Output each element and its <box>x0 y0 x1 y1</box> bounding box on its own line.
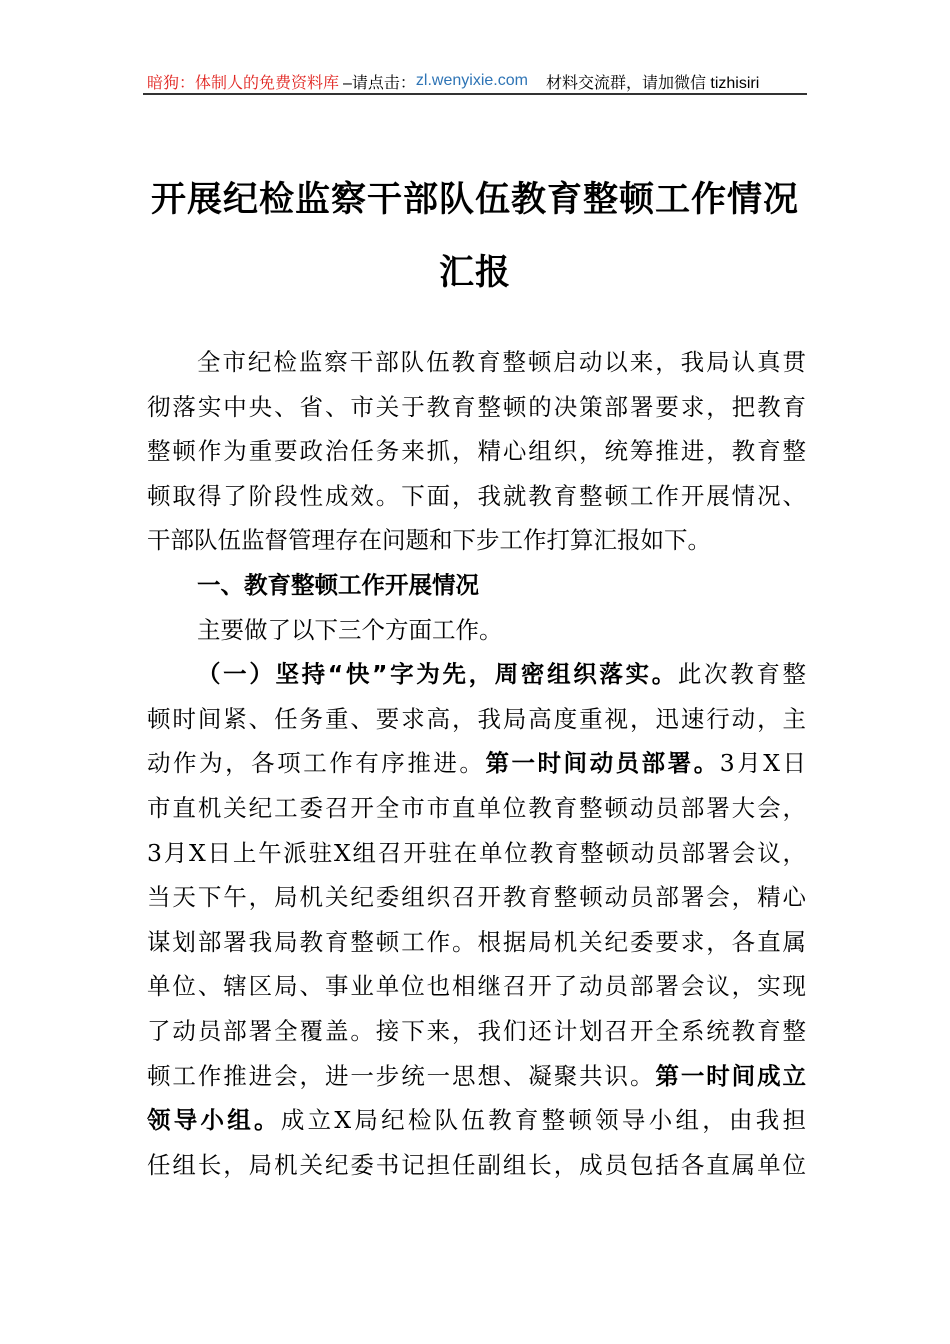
text: 了动员部署全覆盖。接下来，我们还计划召开全系统教育整 <box>147 1017 806 1045</box>
bold-text: 第一时间动员部署。 <box>485 749 720 778</box>
bold-text: 第一时间成立 <box>655 1061 807 1090</box>
paragraph-line <box>147 1150 806 1180</box>
site-label: 暗狗：体制人的免费资料库 <box>147 74 340 92</box>
paragraph-line <box>147 748 806 778</box>
paragraph-line <box>197 615 806 645</box>
text: 彻落实中央、省、市关于教育整顿的决策部署要求，把教育 <box>147 392 806 421</box>
paragraph-line <box>197 659 806 689</box>
document-title-line-2: 汇报 <box>438 252 511 293</box>
text: 此次教育整 <box>677 660 807 689</box>
paragraph-line <box>147 481 806 511</box>
contact-text: 材料交流群，请加微信 tizhisiri <box>545 74 760 92</box>
header-divider <box>143 93 807 95</box>
paragraph-line <box>147 704 806 734</box>
text: 顿时间紧、任务重、要求高，我局高度重视，迅速行动，主 <box>147 704 806 733</box>
bold-text: （一）坚持“快”字为先，周密组织落实。 <box>197 660 678 689</box>
text: 干部队伍监督管理存在问题和下步工作打算汇报如下。 <box>147 526 711 555</box>
text: 任组长，局机关纪委书记担任副组长，成员包括各直属单位 <box>147 1150 806 1179</box>
paragraph-line <box>147 838 806 868</box>
paragraph-line <box>147 971 806 1001</box>
paragraph-line <box>147 1061 806 1091</box>
site-link[interactable]: zl.wenyixie.com <box>415 72 528 89</box>
paragraph-line <box>147 927 806 957</box>
paragraph-line <box>147 1016 806 1046</box>
text: 动作为，各项工作有序推进。 <box>147 749 486 778</box>
paragraph-line <box>197 570 806 600</box>
paragraph-line <box>147 1105 806 1135</box>
page-header <box>147 68 807 94</box>
text: 主要做了以下三个方面工作。 <box>197 615 503 644</box>
text: 全市纪检监察干部队伍教育整顿启动以来，我局认真贯 <box>197 348 806 376</box>
bold-text: 一、教育整顿工作开展情况 <box>197 571 479 599</box>
text: 3月X日 <box>719 749 807 778</box>
text: 3月X日上午派驻X组召开驻在单位教育整顿动员部署会议， <box>147 838 806 867</box>
text: 单位、辖区局、事业单位也相继召开了动员部署会议，实现 <box>147 972 806 1001</box>
text: 整顿作为重要政治任务来抓，精心组织，统筹推进，教育整 <box>147 437 806 466</box>
paragraph-line <box>147 436 806 466</box>
paragraph-line <box>147 882 806 912</box>
text: 顿工作推进会，进一步统一思想、凝聚共识。 <box>147 1061 656 1090</box>
paragraph-line <box>197 347 806 377</box>
paragraph-line <box>147 392 806 422</box>
text: 当天下午，局机关纪委组织召开教育整顿动员部署会，精心 <box>147 883 806 912</box>
bold-text: 领导小组。 <box>147 1106 281 1135</box>
document-title-line-1: 开展纪检监察干部队伍教育整顿工作情况 <box>150 179 799 220</box>
text: 市直机关纪工委召开全市市直单位教育整顿动员部署大会， <box>147 794 806 822</box>
text: 成立X局纪检队伍教育整顿领导小组，由我担 <box>280 1106 807 1135</box>
text: 谋划部署我局教育整顿工作。根据局机关纪委要求，各直属 <box>147 927 806 956</box>
paragraph-line <box>147 793 806 823</box>
paragraph-line <box>147 525 806 555</box>
click-prompt: –请点击： <box>343 74 416 92</box>
text: 顿取得了阶段性成效。下面，我就教育整顿工作开展情况、 <box>147 481 806 510</box>
